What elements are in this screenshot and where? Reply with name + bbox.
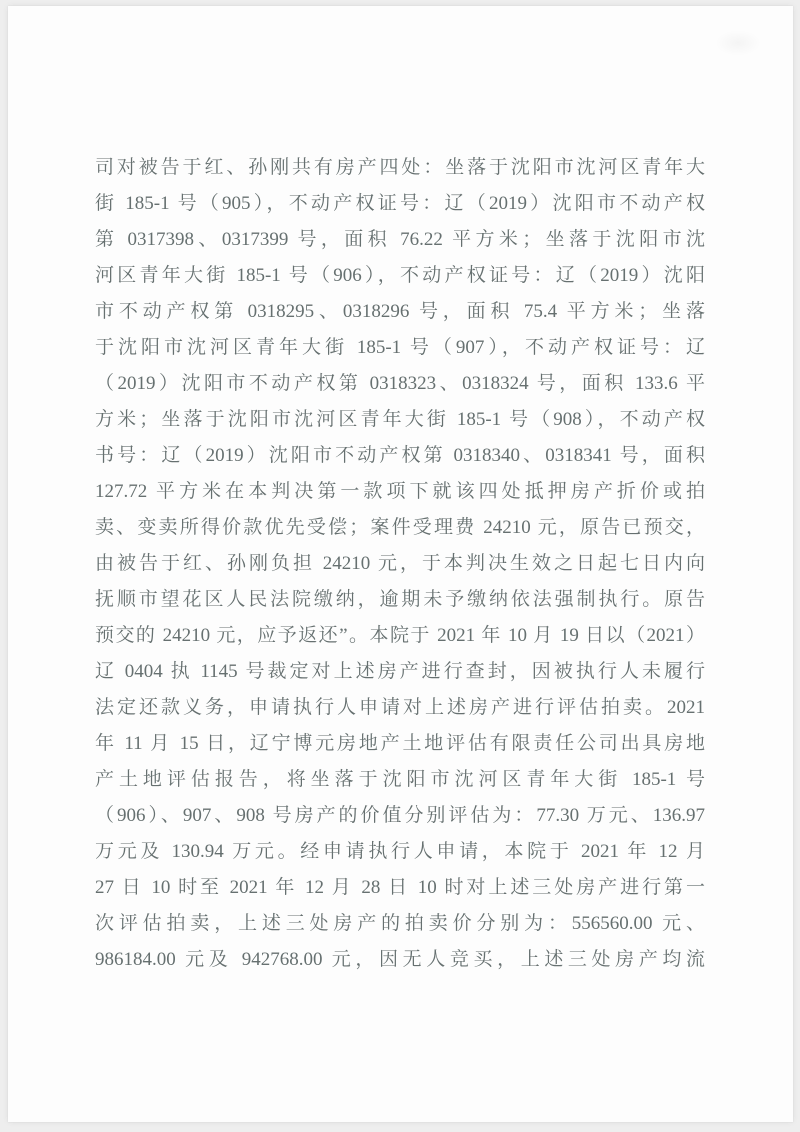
text-line: 抚顺市望花区人民法院缴纳，逾期未予缴纳依法强制执行。原告 (95, 589, 705, 610)
text-line: 书号：辽（2019）沈阳市不动产权第 0318340、0318341 号，面积 (95, 445, 705, 466)
text-line: 产土地评估报告，将坐落于沈阳市沈河区青年大街 185-1 号 (95, 769, 705, 790)
text-line: 辽 0404 执 1145 号裁定对上述房产进行查封，因被执行人未履行 (95, 661, 705, 682)
text-line: 次评估拍卖，上述三处房产的拍卖价分别为：556560.00 元、 (95, 913, 705, 934)
text-line: 司对被告于红、孙刚共有房产四处：坐落于沈阳市沈河区青年大 (95, 157, 705, 178)
text-line: 年 11 月 15 日，辽宁博元房地产土地评估有限责任公司出具房地 (95, 733, 705, 754)
text-line: 市不动产权第 0318295、0318296 号，面积 75.4 平方米；坐落 (95, 301, 705, 322)
text-line: 由被告于红、孙刚负担 24210 元，于本判决生效之日起七日内向 (95, 553, 705, 574)
text-line: 法定还款义务，申请执行人申请对上述房产进行评估拍卖。2021 (95, 697, 705, 718)
text-line: 方米；坐落于沈阳市沈河区青年大街 185-1 号（908），不动产权 (95, 409, 705, 430)
text-line: 街 185-1 号（905），不动产权证号：辽（2019）沈阳市不动产权 (95, 193, 705, 214)
text-line: 预交的 24210 元，应予返还”。本院于 2021 年 10 月 19 日以（2021） (95, 625, 705, 646)
text-line: （906）、907、908 号房产的价值分别评估为：77.30 万元、136.97 (95, 805, 705, 826)
judgment-text-block (95, 150, 705, 978)
text-line: 127.72 平方米在本判决第一款项下就该四处抵押房产折价或拍 (95, 481, 705, 502)
scan-artifact (715, 30, 761, 56)
text-line: （2019）沈阳市不动产权第 0318323、0318324 号，面积 133.6 平 (95, 373, 705, 394)
text-line: 卖、变卖所得价款优先受偿；案件受理费 24210 元，原告已预交， (95, 517, 705, 538)
document-page (8, 6, 793, 1122)
text-line: 27 日 10 时至 2021 年 12 月 28 日 10 时对上述三处房产进行第一 (95, 877, 705, 898)
text-line: 第 0317398、0317399 号，面积 76.22 平方米；坐落于沈阳市沈 (95, 229, 705, 250)
text-line: 986184.00 元及 942768.00 元，因无人竞买，上述三处房产均流 (95, 949, 705, 970)
text-line: 万元及 130.94 万元。经申请执行人申请，本院于 2021 年 12 月 (95, 841, 705, 862)
text-line: 河区青年大街 185-1 号（906），不动产权证号：辽（2019）沈阳 (95, 265, 705, 286)
text-line: 于沈阳市沈河区青年大街 185-1 号（907），不动产权证号：辽 (95, 337, 705, 358)
